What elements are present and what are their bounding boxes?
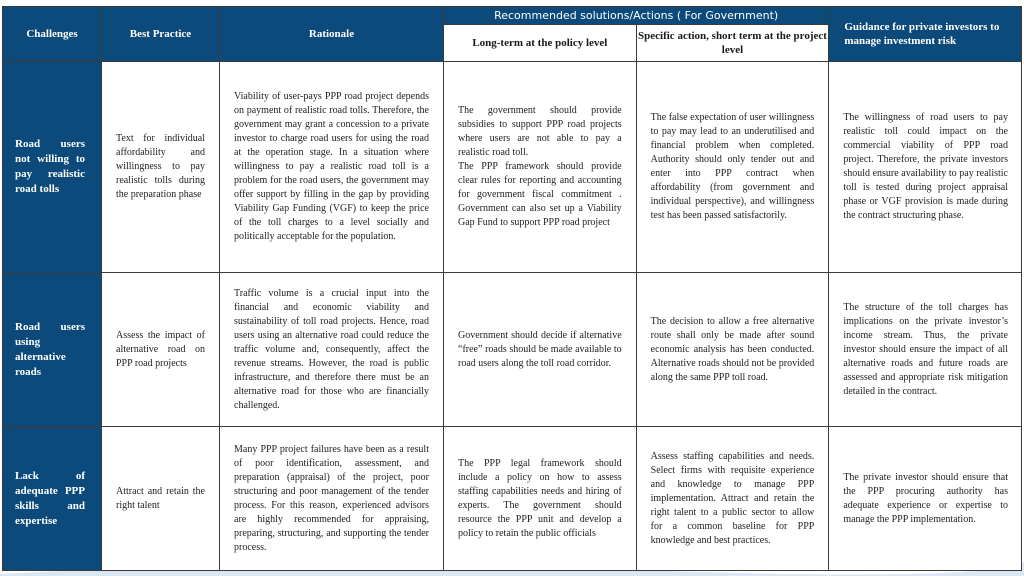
table-row <box>3 273 1022 427</box>
table-row <box>3 427 1022 571</box>
long-term-paragraph: Government should decide if alternative “free” roads should be made available to road users along the toll road corridor. <box>458 329 622 369</box>
table-row <box>3 62 1022 273</box>
header-rationale: Rationale <box>220 7 444 62</box>
header-best-practice: Best Practice <box>102 7 220 62</box>
guidance-cell: The willingness of road users to pay realistic toll could impact on the commercial viability of PPP road project. Therefore, the private investors should ensure availability to pay realistic toll is tested during project appraisal phase or VGF provision is made during the contract structuring phase. <box>829 62 1022 273</box>
best-practice-cell: Text for individual affordability and willingness to pay realistic tolls during the preparation phase <box>102 62 220 273</box>
short-term-cell: The false expectation of user willingness to pay may lead to an underutilised and financial problem when completed. Authority should only tender out and enter into PPP contract when affordability (from government and individual perspective), and willingness test has been passed satisfactorily. <box>636 62 829 273</box>
guidance-cell: The private investor should ensure that the PPP procuring authority has adequate experience or expertise to manage the PPP implementation. <box>829 427 1022 571</box>
rationale-cell: Many PPP project failures have been as a result of poor identification, assessment, and preparation (appraisal) of the project, poor structuring and poor management of the tender process. For this reason, experienced advisors are highly recommended for appraising, preparing, structuring, and supporting the tender process. <box>220 427 444 571</box>
header-guidance: Guidance for private investors to manage investment risk <box>829 7 1022 62</box>
header-recommended-solutions: Recommended solutions/Actions ( For Government) <box>444 7 829 25</box>
best-practice-cell: Assess the impact of alternative road on PPP road projects <box>102 273 220 427</box>
challenge-cell: Road users not willing to pay realistic road tolls <box>3 62 102 273</box>
ppp-challenges-table <box>2 6 1022 571</box>
long-term-paragraph: The PPP legal framework should include a policy on how to assess staffing capabilities needs and hiring of experts. The government should resource the PPP unit and develop a policy to retain the public officials <box>458 457 622 539</box>
long-term-cell <box>444 62 637 273</box>
short-term-cell: Assess staffing capabilities and needs. Select firms with requisite experience and knowledge to manage PPP implementation. Attract and retain the right talent to a public sector to allow for a common baseline for PPP knowledge and best practices. <box>636 427 829 571</box>
rationale-cell: Traffic volume is a crucial input into the financial and economic viability and sustainability of toll road projects. Hence, road users using an alternative road could reduce the traffic volume and, consequently, affect the revenue streams. However, the road is public infrastructure, and therefore there must be an alternative road for those who are financially challenged. <box>220 273 444 427</box>
long-term-paragraph: The PPP framework should provide clear rules for reporting and accounting for government fiscal commitment . Government can also set up a Viability Gap Fund to support PPP road project <box>458 161 622 228</box>
rationale-cell: Viability of user-pays PPP road project depends on payment of realistic road tolls. Therefore, the government may grant a concession to a private investor to charge road users for using the road at the operation stage. In a situation where willingness to pay a realistic road toll is a problem for the road users, the government may offer support by filling in the gap by providing Viability Gap Funding (VGF) to keep the price of the toll charges to a level socially and politically acceptable for the population. <box>220 62 444 273</box>
challenge-cell: Lack of adequate PPP skills and expertise <box>3 427 102 571</box>
header-short-term: Specific action, short term at the project level <box>636 25 829 62</box>
long-term-cell <box>444 427 637 571</box>
guidance-cell: The structure of the toll charges has implications on the private investor’s income stream. Thus, the private investor should ensure the impact of all alternative roads and future roads are assessed and appropriate risk mitigation detailed in the contract. <box>829 273 1022 427</box>
header-long-term: Long-term at the policy level <box>444 25 637 62</box>
short-term-cell: The decision to allow a free alternative route shall only be made after sound economic analysis has been conducted. Alternative roads should not be provided along the same PPP toll road. <box>636 273 829 427</box>
challenge-cell: Road users using alternative roads <box>3 273 102 427</box>
long-term-cell <box>444 273 637 427</box>
header-challenges: Challenges <box>3 7 102 62</box>
best-practice-cell: Attract and retain the right talent <box>102 427 220 571</box>
long-term-paragraph: The government should provide subsidies to support PPP road projects where users are not able to pay a realistic road toll. <box>458 105 622 158</box>
